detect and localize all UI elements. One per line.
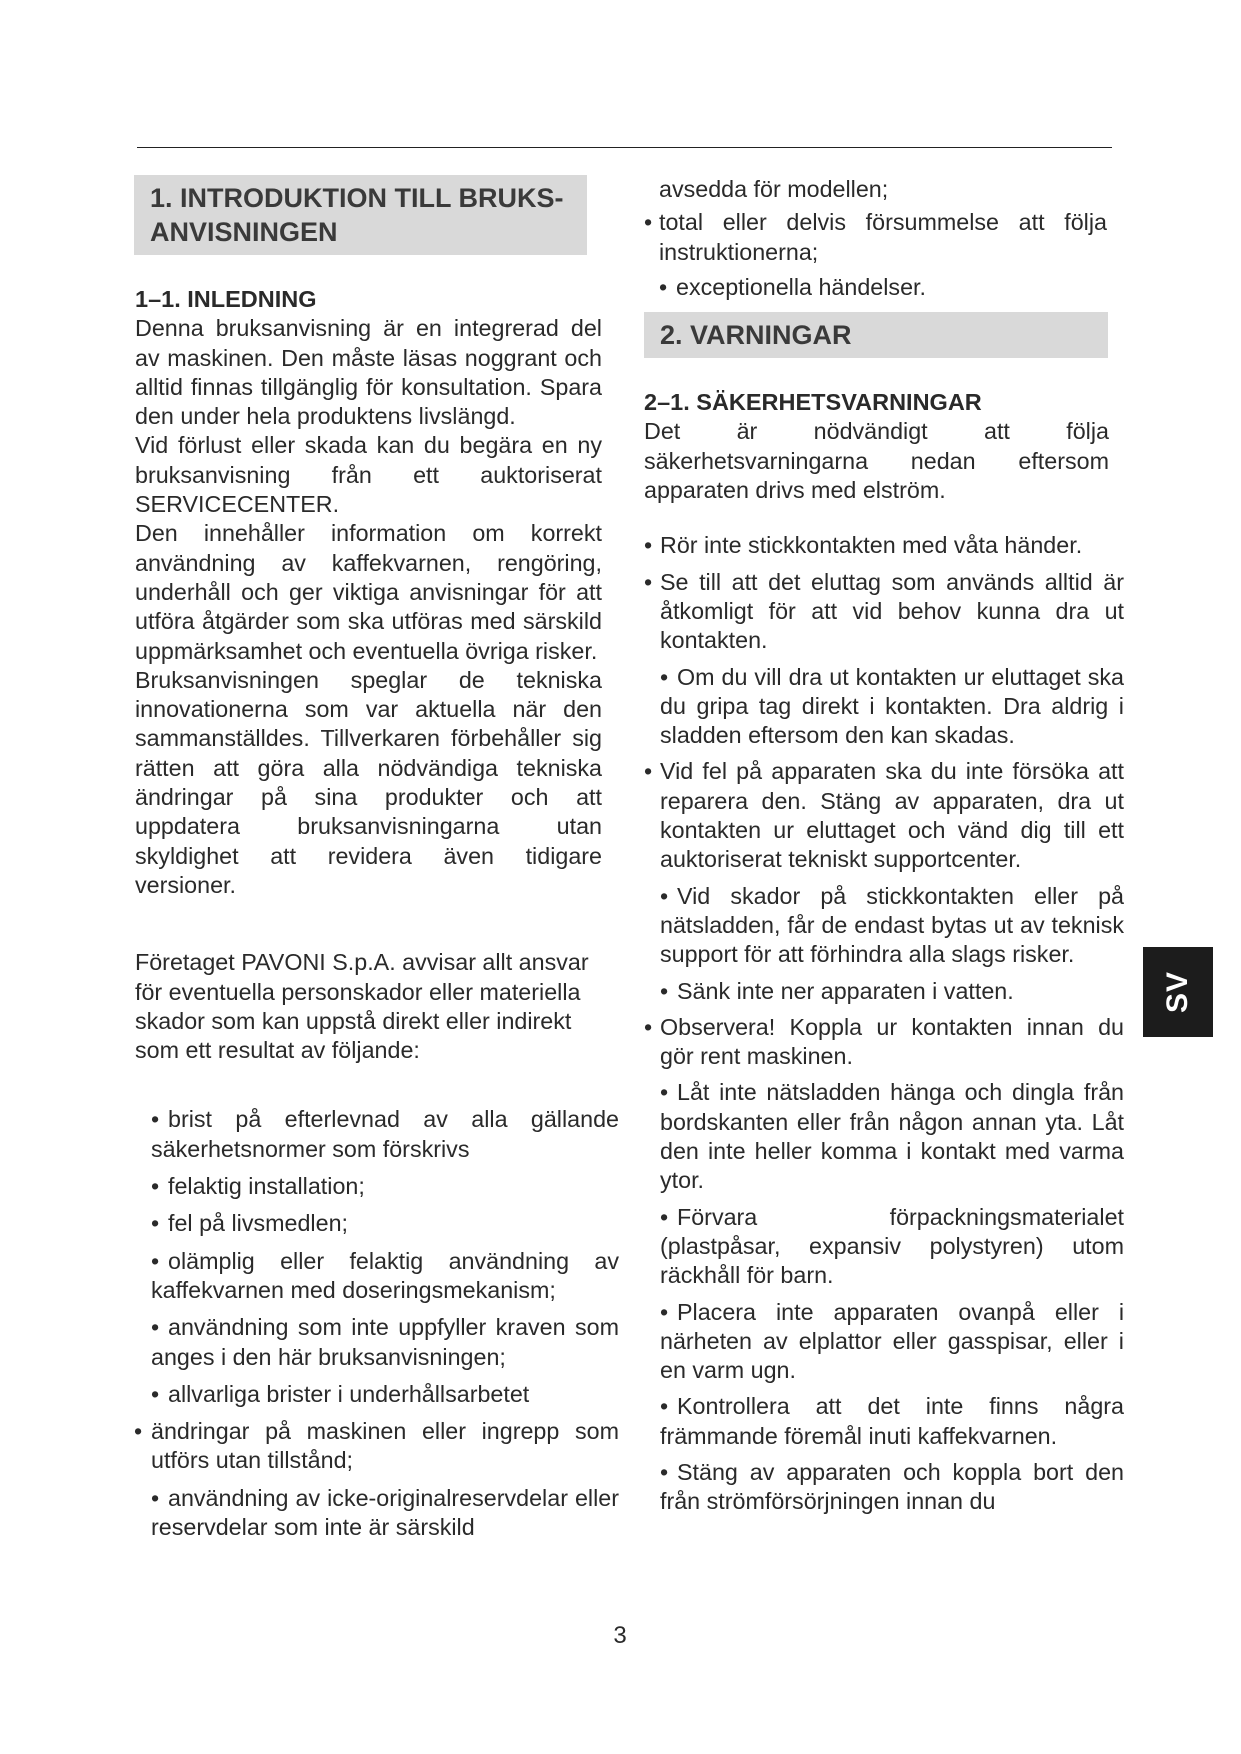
page-number: 3 — [613, 1622, 627, 1649]
list-item: • Sänk inte ner apparaten i vatten. — [660, 977, 1014, 1004]
liability-paragraph: Företaget PAVONI S.p.A. avvisar allt ansvar för eventuella personskador eller materiella skador som kan uppstå direkt eller indirekt som ett resultat av följande: — [135, 949, 589, 1064]
section-2-heading: 2. VARNINGAR — [644, 312, 1108, 358]
intro-paragraph-1: Denna bruksanvisning är en integrerad del av maskinen. Den måste läsas noggrant och alltid finnas tillgänglig för konsultation. Spara den under hela produktens livslängd. — [135, 315, 602, 430]
list-item: • Om du vill dra ut kontakten ur eluttaget ska du gripa tag direkt i kontakten. Dra aldrig i sladden eftersom den kan skadas. — [660, 663, 1124, 749]
list-item: • Vid fel på apparaten ska du inte försöka att reparera den. Stäng av apparaten, dra ut kontakten ur eluttaget och vänd dig till ett auktoriserat tekniskt supportcenter. — [644, 758, 1124, 873]
warnings-list — [644, 531, 1124, 1516]
list-item: • Se till att det eluttag som används alltid är åtkomligt för att vid behov kunna dra ut kontakten. — [644, 568, 1124, 654]
list-item: • användning av icke-originalreservdelar eller reservdelar som inte är särskild — [151, 1484, 619, 1540]
subsection-2-1-heading: 2–1. SÄKERHETSVARNINGAR — [644, 389, 982, 416]
list-item: • Kontrollera att det inte finns några främmande föremål inuti kaffekvarnen. — [660, 1393, 1124, 1449]
list-item: • Förvara förpackningsmaterialet (plastpåsar, expansiv polystyren) utom räckhåll för barn. — [660, 1203, 1124, 1289]
list-item: • olämplig eller felaktig användning av kaffekvarnen med doseringsmekanism; — [151, 1247, 619, 1303]
list-item: • Stäng av apparaten och koppla bort den från strömförsörjningen innan du — [660, 1458, 1124, 1515]
subsection-1-1-heading: 1–1. INLEDNING — [135, 286, 317, 312]
language-tab: SV — [1143, 947, 1213, 1037]
warnings-intro: Det är nödvändigt att följa säkerhetsvarningarna nedan eftersom apparaten drivs med elström. — [644, 418, 1109, 504]
list-item: • Placera inte apparaten ovanpå eller i närheten av elplattor eller gasspisar, eller i en varm ugn. — [660, 1298, 1124, 1384]
continued-text: avsedda för modellen; — [659, 176, 889, 202]
list-item: • ändringar på maskinen eller ingrepp som utförs utan tillstånd; — [134, 1418, 619, 1474]
continued-list — [644, 208, 1107, 302]
list-item: • Observera! Koppla ur kontakten innan du gör rent maskinen. — [644, 1013, 1124, 1070]
right-column — [644, 175, 1132, 1524]
list-item: • total eller delvis försummelse att följa instruktionerna; — [644, 209, 1107, 265]
list-item: • exceptionella händelser. — [659, 273, 926, 300]
intro-paragraph-3: Den innehåller information om korrekt användning av kaffekvarnen, rengöring, underhåll och ger viktiga anvisningar för att utföra åtgärder som ska utföras med särskild uppmärksamhet och eventuella övriga risker. — [135, 520, 602, 664]
header-rule — [137, 147, 1112, 148]
intro-paragraph-4: Bruksanvisningen speglar de tekniska innovationerna som var aktuella när den sammanställdes. Tillverkaren förbehåller sig rätten att göra alla nödvändiga tekniska ändringar på sina produkter och att uppdatera bruksanvisningarna utan skyldighet att revidera även tidigare versioner. — [135, 666, 602, 898]
list-item: • allvarliga brister i underhållsarbetet — [151, 1380, 530, 1407]
intro-paragraph-2: Vid förlust eller skada kan du begära en ny bruksanvisning från ett auktoriserat SERVICECENTER. — [135, 432, 602, 518]
list-item: • användning som inte uppfyller kraven som anges i den här bruksanvisningen; — [151, 1314, 619, 1370]
list-item: • Vid skador på stickkontakten eller på nätsladden, får de endast bytas ut av teknisk support för att förhindra alla slags risker. — [660, 882, 1124, 968]
list-item: • fel på livsmedlen; — [151, 1210, 348, 1237]
list-item: • felaktig installation; — [151, 1173, 365, 1200]
left-column — [134, 175, 619, 1550]
list-item: • Rör inte stickkontakten med våta händer. — [644, 532, 1083, 559]
section-1-heading: 1. INTRODUKTION TILL BRUKS-ANVISNINGEN — [134, 175, 587, 255]
liability-list — [135, 1105, 619, 1542]
list-item: • Låt inte nätsladden hänga och dingla från bordskanten eller från någon annan yta. Låt den inte heller komma i kontakt med varma ytor. — [660, 1079, 1124, 1194]
list-item: • brist på efterlevnad av alla gällande säkerhetsnormer som förskrivs — [151, 1106, 619, 1162]
